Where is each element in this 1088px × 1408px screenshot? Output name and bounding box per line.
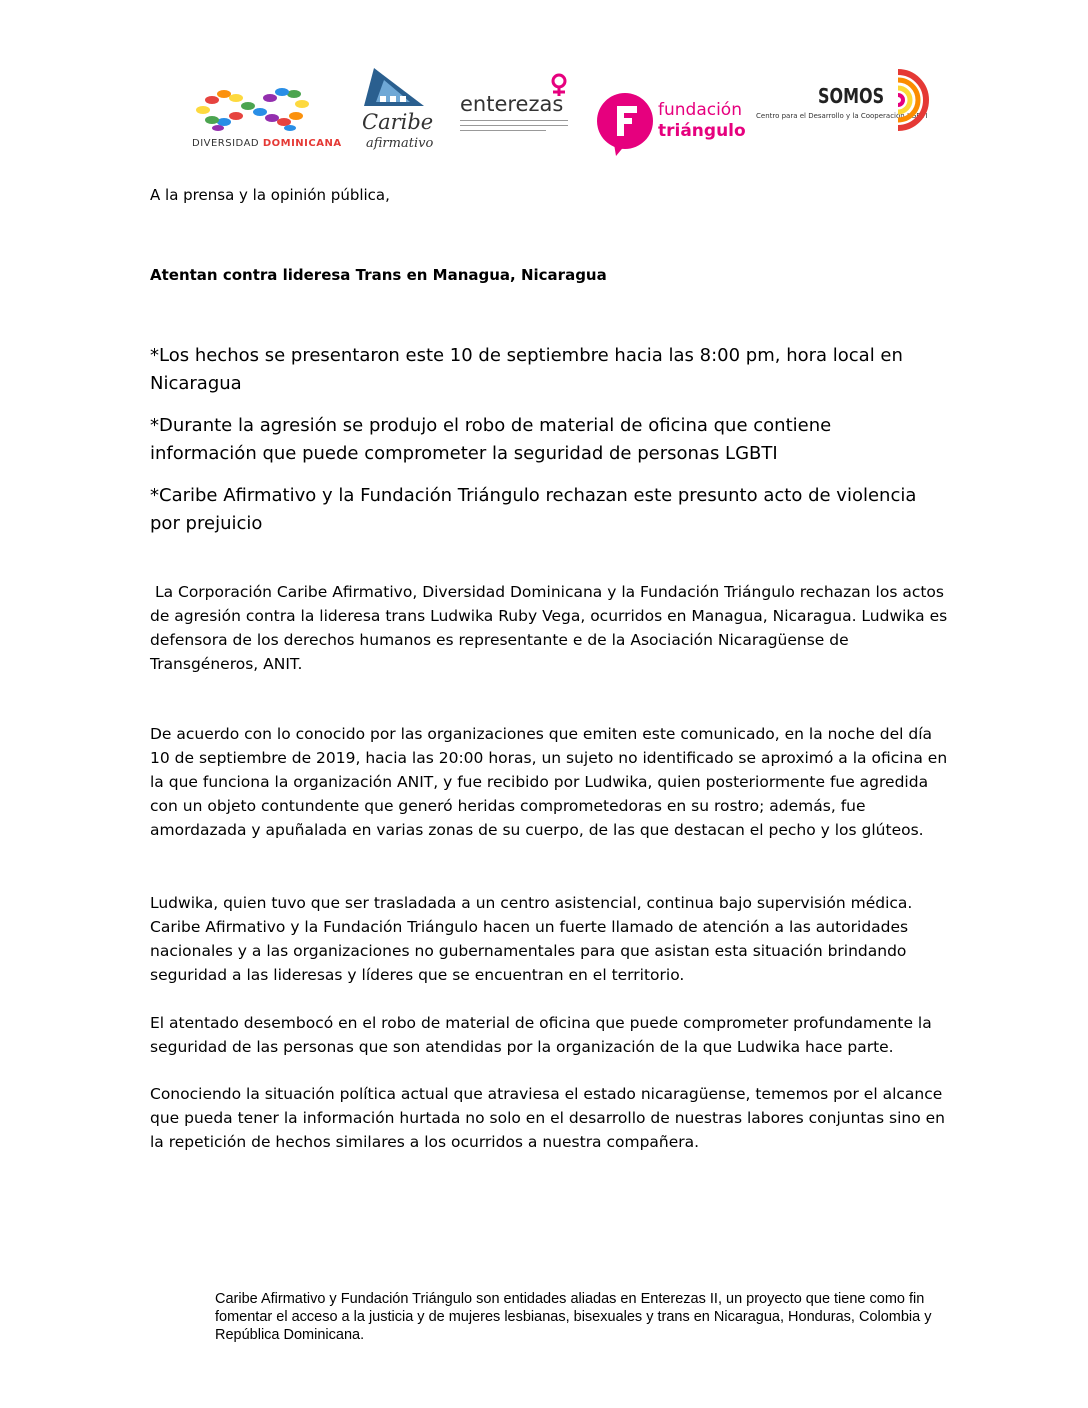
- paragraph-theft: [150, 1011, 950, 1059]
- film-triangle-icon: [360, 66, 430, 112]
- paragraph-text: Ludwika, quien tuvo que ser trasladada a un centro asistencial, continua bajo supervisión médica. Caribe Afirmativo y la Fundación Triángulo hacen un fuerte llamado de atención a las autoridades nacionales y a las organizaciones no gubernamentales para que asistan esta situación brindando seguridad a las lideresas y líderes que se encuentran en el territorio.: [150, 894, 913, 984]
- rainbow-arc-icon: [890, 68, 930, 132]
- dominicana-word: DOMINICANA: [262, 138, 342, 149]
- headline: Atentan contra lideresa Trans en Managua, Nicaragua: [150, 266, 607, 284]
- paragraph-call: [150, 891, 950, 987]
- fundacion-word: fundación: [658, 100, 742, 120]
- paragraph-text: La Corporación Caribe Afirmativo, Diversidad Dominicana y la Fundación Triángulo rechazan los actos de agresión contra la lideresa trans Ludwika Ruby Vega, ocurridos en Managua, Nicaragua. Ludwika es defensora de los derechos humanos es representante e de la Asociación Nicaragüense de Transgéneros, ANIT.: [150, 583, 953, 673]
- enterezas-logo: [460, 72, 585, 142]
- woman-symbol-icon: [544, 72, 574, 118]
- highlight-item: *Caribe Afirmativo y la Fundación Triángulo rechazan este presunto acto de violencia por prejuicio: [150, 485, 917, 534]
- triangulo-word: triángulo: [658, 121, 746, 141]
- enterezas-tagline-lines: [460, 120, 568, 131]
- somos-tagline: Centro para el Desarrollo y la Cooperación LGBTI: [756, 112, 928, 120]
- paragraph-context: [150, 1082, 950, 1154]
- enterezas-wordmark: enterezas: [460, 92, 564, 116]
- highlights-list: [150, 342, 940, 552]
- f-circle-icon: [596, 92, 654, 158]
- afirmativo-word: afirmativo: [366, 136, 434, 151]
- salutation: A la prensa y la opinión pública,: [150, 186, 390, 204]
- paragraph-intro: [150, 580, 953, 676]
- fundacion-triangulo-logo: [596, 92, 746, 162]
- logo-banner: [190, 62, 940, 162]
- somos-wordmark: SOMOS: [818, 84, 885, 108]
- paragraph-text: De acuerdo con lo conocido por las organizaciones que emiten este comunicado, en la noche del día 10 de septiembre de 2019, hacia las 20:00 horas, un sujeto no identificado se aproximó a la oficina en la que funciona la organización ANIT, y fue recibido por Ludwika, quien posteriormente fue agredida con un objeto contundente que generó heridas comprometedoras en su rostro; además, fue amordazada y apuñalada en varias zonas de su cuerpo, de las que destacan el pecho y los glúteos.: [150, 725, 948, 839]
- footer-note: Caribe Afirmativo y Fundación Triángulo son entidades aliadas en Enterezas II, un proyecto que tiene como fin fomentar el acceso a la justicia y de mujeres lesbianas, bisexuales y trans en Nicaragua, Honduras, Colombia y República Dominicana.: [215, 1291, 932, 1343]
- caribe-afirmativo-logo: [360, 66, 440, 158]
- infinity-mosaic-icon: [190, 82, 315, 136]
- somos-logo: [756, 68, 946, 148]
- diversidad-dominicana-logo: [190, 82, 342, 152]
- paragraph-text: Conociendo la situación política actual que atraviesa el estado nicaragüense, tememos por el alcance que pueda tener la información hurtada no solo en el desarrollo de nuestras labores conjuntas sino en la repetición de hechos similares a los ocurridos a nuestra compañera.: [150, 1085, 945, 1151]
- diversidad-word: DIVERSIDAD: [192, 138, 260, 149]
- paragraph-facts: [150, 722, 950, 842]
- paragraph-text: El atentado desembocó en el robo de material de oficina que puede comprometer profundamente la seguridad de las personas que son atendidas por la organización de la que Ludwika hace parte.: [150, 1014, 932, 1056]
- highlight-item: *Durante la agresión se produjo el robo de material de oficina que contiene información que puede comprometer la seguridad de personas LGBTI: [150, 415, 832, 464]
- caribe-word: Caribe: [362, 110, 434, 134]
- highlight-item: *Los hechos se presentaron este 10 de septiembre hacia las 8:00 pm, hora local en Nicaragua: [150, 345, 903, 394]
